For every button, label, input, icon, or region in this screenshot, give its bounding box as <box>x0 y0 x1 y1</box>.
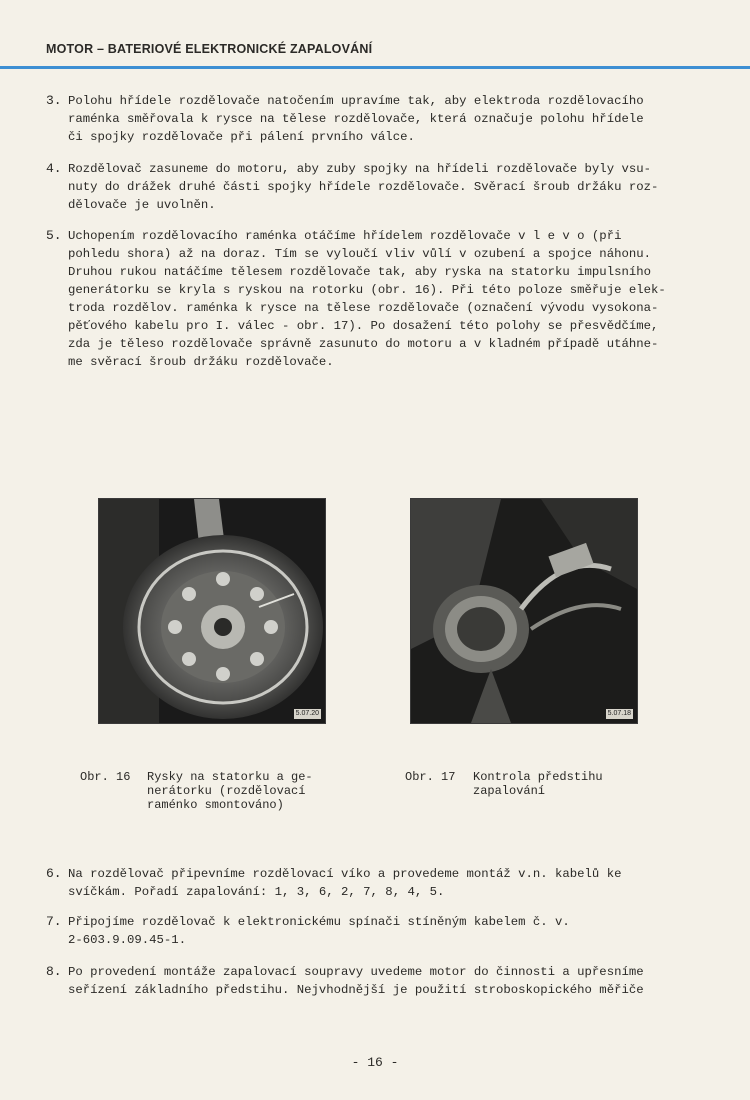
figure-caption-text: Kontrola předstihu zapalování <box>473 770 603 798</box>
item-text: Uchopením rozdělovacího raménka otáčíme hřídelem rozdělovače v l e v o (při pohledu shora) až na doraz. Tím se vyloučí vliv vůlí v ozubení a spojce náhonu. Druhou rukou natáčíme tělesem rozdělovače tak, aby ryska na statorku impulsního generátorku se kryla s ryskou na rotorku (obr. 16). Při této poloze směřuje elek- troda rozdělov. raménka k rysce na tělese rozdělovače (označení vývodu vysokona- pěťového kabelu pro I. válec - obr. 17). Po dosažení této polohy se přesvědčíme, zda je těleso rozdělovače správně zasunuto do motoru a v kladném případě utáhne- me svěrací šroub držáku rozdělovače. <box>68 229 666 369</box>
list-item <box>46 92 686 146</box>
item-text: Na rozdělovač připevníme rozdělovací víko a provedeme montáž v.n. kabelů ke svíčkám. Pořadí zapalování: 1, 3, 6, 2, 7, 8, 4, 5. <box>68 867 622 899</box>
item-text: Polohu hřídele rozdělovače natočením upravíme tak, aby elektroda rozdělovacího raménka směřovala k rysce na tělese rozdělovače, která označuje polohu hřídele či spojky rozdělovače při pálení prvního válce. <box>68 94 644 144</box>
figure-label: Obr. 17 <box>405 770 456 784</box>
list-item <box>46 865 686 901</box>
page-header <box>0 0 750 72</box>
item-number: 3. <box>46 93 62 108</box>
list-item <box>46 963 686 999</box>
list-item <box>46 913 686 949</box>
item-number: 4. <box>46 161 62 176</box>
item-text: Po provedení montáže zapalovací soupravy uvedeme motor do činnosti a upřesníme seřízení základního předstihu. Nejvhodnější je použití stroboskopického měřiče <box>68 965 644 997</box>
distributor-stator-illustration <box>99 499 325 723</box>
figure-16-photo <box>98 498 326 724</box>
page-number: - 16 - <box>351 1055 399 1070</box>
item-number: 8. <box>46 964 62 979</box>
figure-17-photo <box>410 498 638 724</box>
item-number: 5. <box>46 228 62 243</box>
photo-id-label: 5.07.20 <box>295 710 319 717</box>
item-text: Připojíme rozdělovač k elektronickému spínači stíněným kabelem č. v. 2-603.9.09.45-1. <box>68 915 570 947</box>
photo-id-label: 5.07.18 <box>607 710 631 717</box>
item-text: Rozdělovač zasuneme do motoru, aby zuby spojky na hřídeli rozdělovače byly vsu- nuty do drážek druhé části spojky hřídele rozdělovače. Svěrací šroub držáku roz- dělovače je uvolněn. <box>68 162 659 212</box>
item-number: 7. <box>46 914 62 929</box>
header-rule <box>0 66 750 69</box>
list-item <box>46 227 686 371</box>
timing-check-illustration <box>411 499 637 723</box>
header-title: MOTOR – BATERIOVÉ ELEKTRONICKÉ ZAPALOVÁNÍ <box>46 42 373 56</box>
item-number: 6. <box>46 866 62 881</box>
list-item <box>46 160 686 214</box>
figure-caption-text: Rysky na statorku a ge- nerátorku (rozdělovací raménko smontováno) <box>147 770 313 812</box>
figure-label: Obr. 16 <box>80 770 131 784</box>
